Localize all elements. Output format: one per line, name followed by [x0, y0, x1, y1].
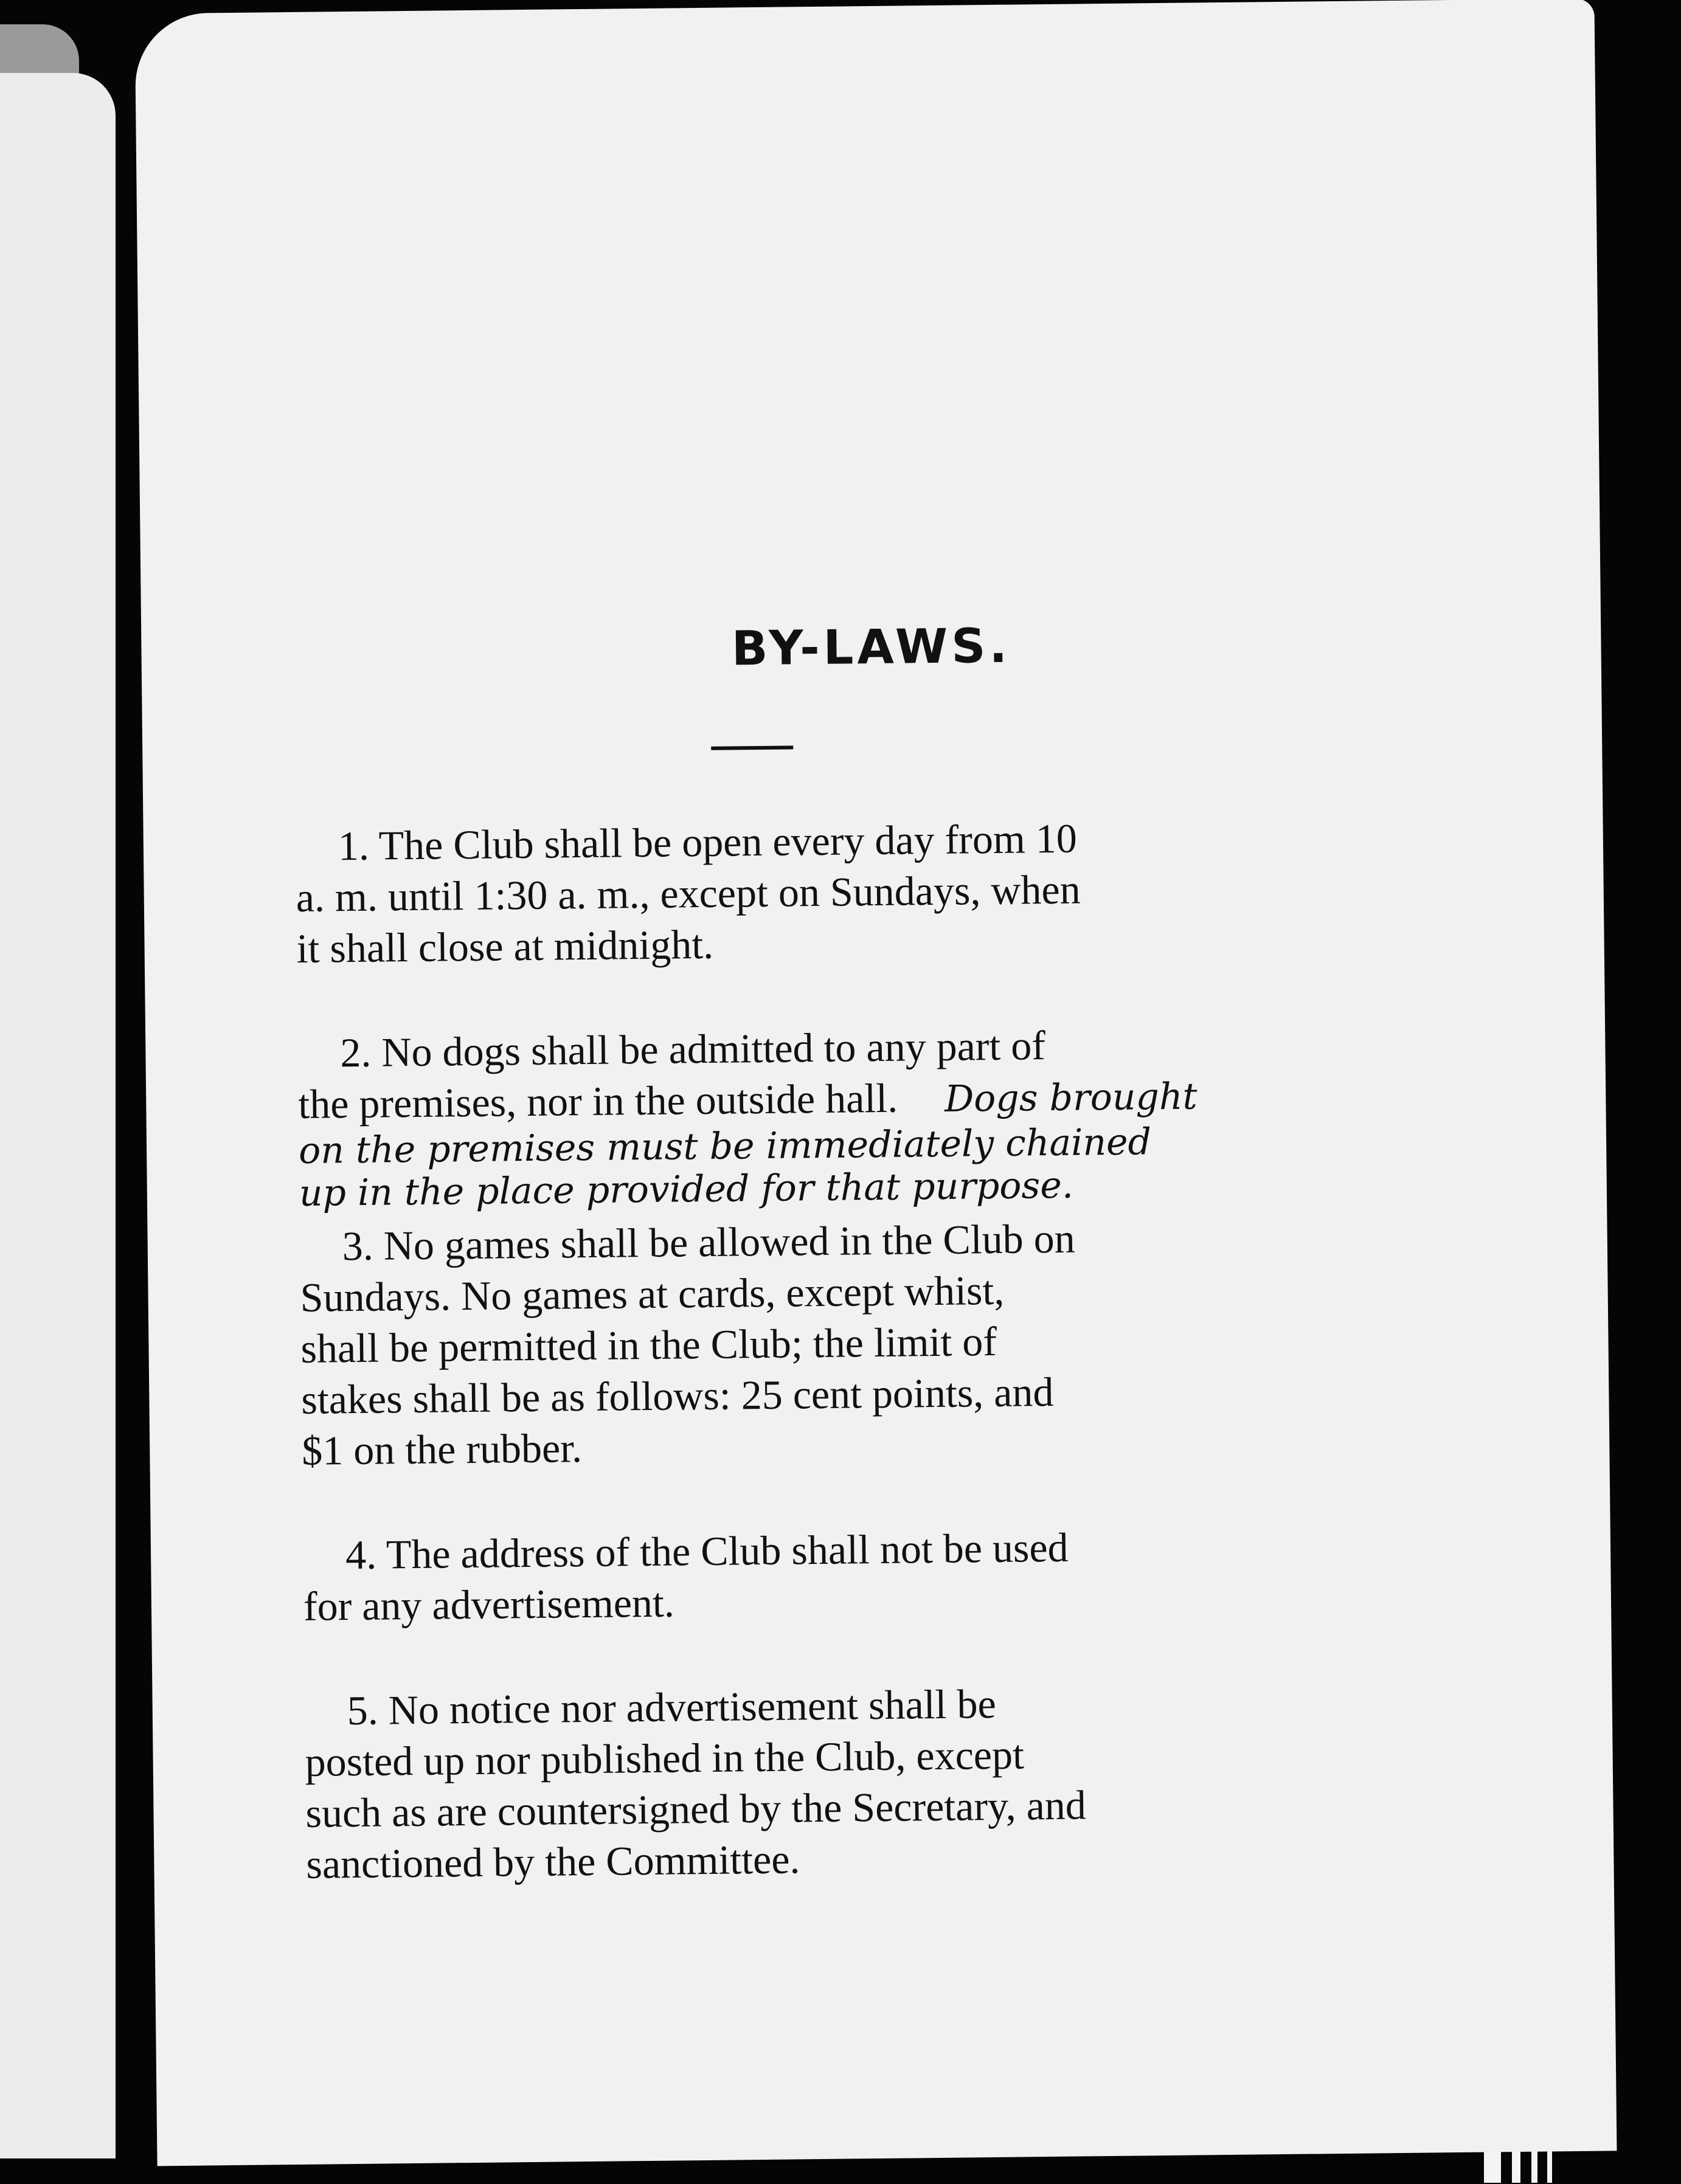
bylaw-line: posted up nor published in the Club, except	[305, 1731, 1025, 1785]
title-rule	[711, 745, 793, 750]
bylaw-line: 5. No notice nor advertisement shall be	[347, 1680, 997, 1734]
bylaw-4	[303, 1518, 1399, 1632]
bylaw-5	[304, 1674, 1401, 1890]
facing-page-edge	[0, 73, 116, 2158]
bylaw-line: 2. No dogs shall be admitted to any part of	[340, 1022, 1046, 1076]
bylaw-line-text: the premises, nor in the outside hall.	[297, 1074, 898, 1127]
bylaw-1	[295, 809, 1392, 974]
book-page	[135, 0, 1617, 2166]
bylaw-line: sanctioned by the Committee.	[306, 1836, 800, 1887]
bylaw-line: for any advertisement.	[303, 1579, 675, 1629]
bylaw-line: $1 on the rubber.	[301, 1425, 583, 1474]
handwritten-annotation: on the premises must be immediately chained	[298, 1121, 1152, 1172]
handwritten-annotation: up in the place provided for that purpose.	[299, 1164, 1074, 1215]
bylaw-line: 1. The Club shall be open every day from 10	[338, 815, 1078, 869]
bylaw-line: Sundays. No games at cards, except whist,	[300, 1267, 1005, 1321]
bylaw-line: shall be permitted in the Club; the limit of	[300, 1318, 997, 1372]
bylaw-line: it shall close at midnight.	[296, 921, 714, 972]
bylaw-3	[299, 1209, 1396, 1476]
bylaw-line: a. m. until 1:30 a. m., except on Sundays, when	[296, 866, 1081, 921]
page-title: BY-LAWS.	[731, 618, 1011, 677]
handwritten-annotation: Dogs brought	[944, 1075, 1197, 1121]
bylaw-line: such as are countersigned by the Secretary, and	[305, 1781, 1087, 1836]
bylaw-2	[297, 1016, 1394, 1215]
bylaw-line: 4. The address of the Club shall not be used	[345, 1524, 1069, 1578]
bylaw-line: stakes shall be as follows: 25 cent points, and	[301, 1368, 1054, 1423]
bylaws-body	[295, 809, 1401, 1943]
bylaw-line: 3. No games shall be allowed in the Club on	[342, 1215, 1076, 1270]
